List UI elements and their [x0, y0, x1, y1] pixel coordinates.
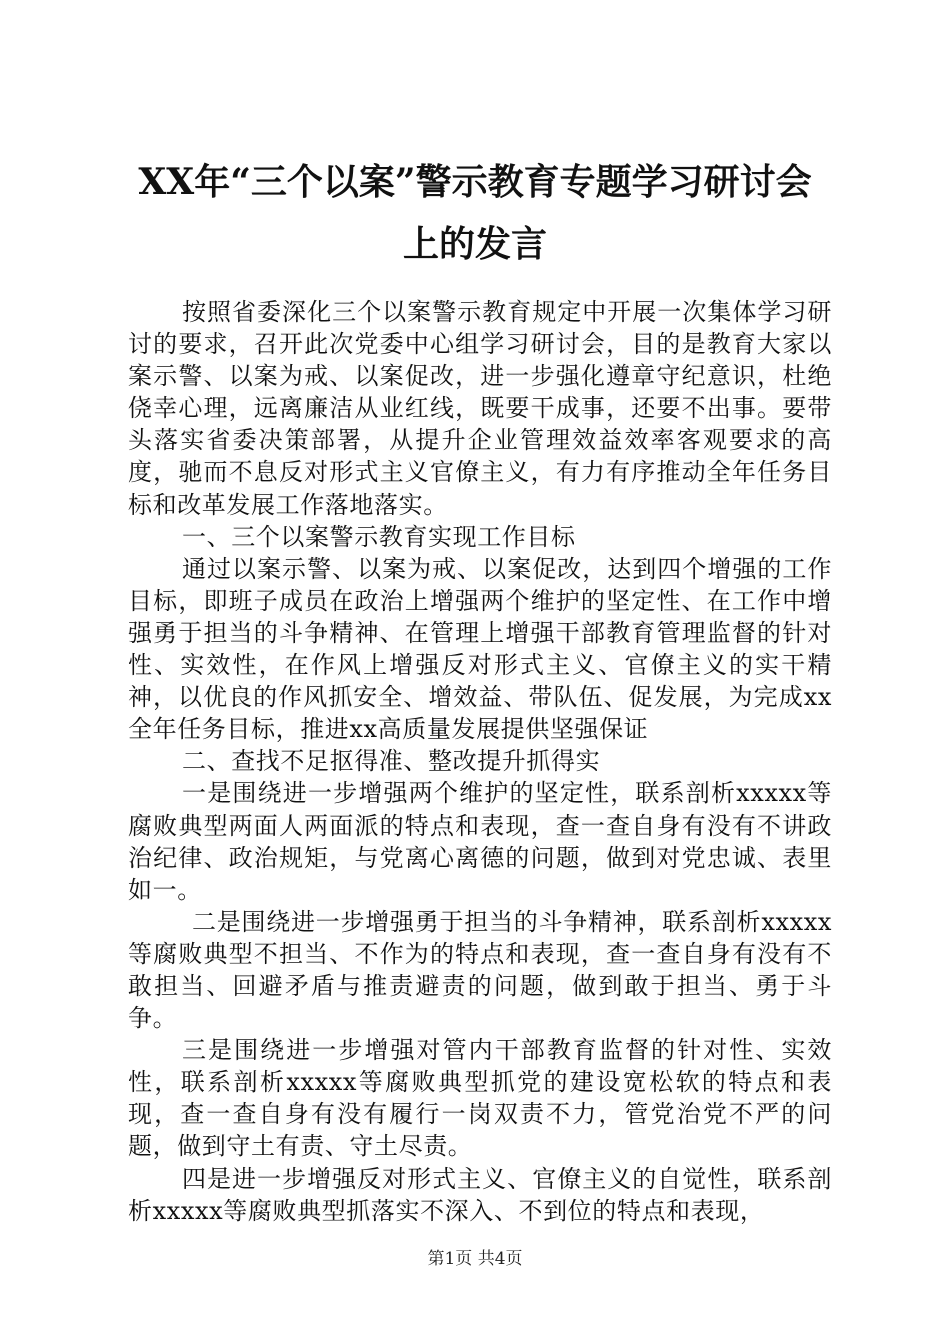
paragraph-intro: 按照省委深化三个以案警示教育规定中开展一次集体学习研讨的要求，召开此次党委中心组学习研讨会，目的是教育大家以案示警、以案为戒、以案促改，进一步强化遵章守纪意识，杜绝侥幸心理，远离廉洁从业红线，既要干成事，还要不出事。要带头落实省委决策部署，从提升企业管理效益效率客观要求的高度，驰而不息反对形式主义官僚主义，有力有序推动全年任务目标和改革发展工作落地落实。: [128, 298, 832, 519]
section-heading-1: 一、三个以案警示教育实现工作目标: [182, 522, 576, 551]
paragraph-goals: 通过以案示警、以案为戒、以案促改，达到四个增强的工作目标，即班子成员在政治上增强两个维护的坚定性、在工作中增强勇于担当的斗争精神、在管理上增强干部教育管理监督的针对性、实效性，在作风上增强反对形式主义、官僚主义的实干精神，以优良的作风抓安全、增效益、带队伍、促发展，为完成xx全年任务目标，推进xx高质量发展提供坚强保证: [128, 554, 832, 744]
document-title-line-2: 上的发言: [402, 223, 547, 265]
document-body: [128, 296, 832, 1227]
paragraph-point-4: 四是进一步增强反对形式主义、官僚主义的自觉性，联系剖析xxxxx等腐败典型抓落实不深入、不到位的特点和表现，: [128, 1164, 832, 1225]
page-indicator: 第1页 共4页: [427, 1249, 523, 1269]
paragraph-point-1: 一是围绕进一步增强两个维护的坚定性，联系剖析xxxxx等腐败典型两面人两面派的特点和表现，查一查自身有没有不讲政治纪律、政治规矩，与党离心离德的问题，做到对党忠诚、表里如一。: [128, 779, 832, 904]
document-title-line-1: XX年“三个以案”警示教育专题学习研讨会: [138, 161, 812, 203]
paragraph-point-2: 二是围绕进一步增强勇于担当的斗争精神，联系剖析xxxxx等腐败典型不担当、不作为的特点和表现，查一查自身有没有不敢担当、回避矛盾与推责避责的问题，做到敢于担当、勇于斗争。: [128, 907, 832, 1033]
section-heading-2: 二、查找不足抠得准、整改提升抓得实: [182, 747, 601, 776]
paragraph-point-3: 三是围绕进一步增强对管内干部教育监督的针对性、实效性，联系剖析xxxxx等腐败典型抓党的建设宽松软的特点和表现，查一查自身有没有履行一岗双责不力，管党治党不严的问题，做到守土有责、守土尽责。: [128, 1036, 832, 1161]
